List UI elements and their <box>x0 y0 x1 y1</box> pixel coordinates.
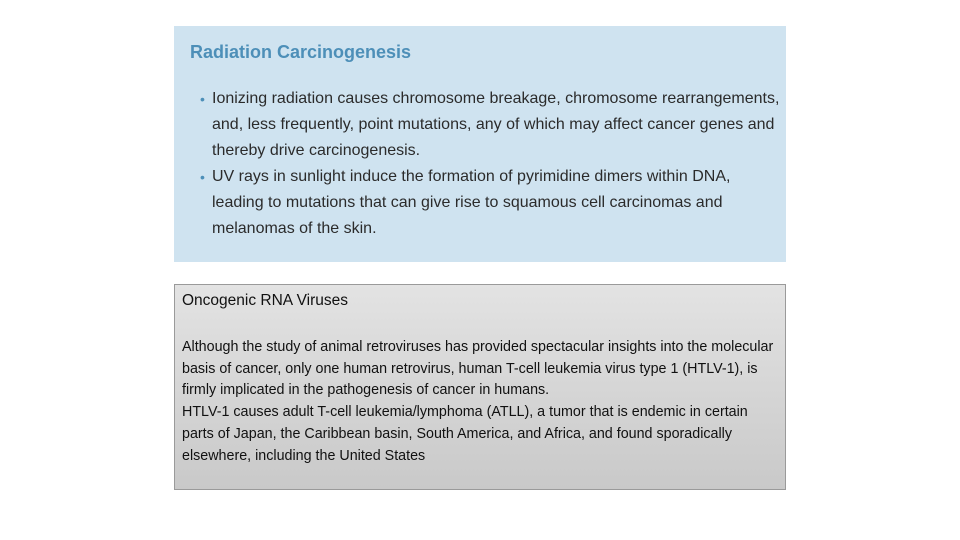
paragraph: Although the study of animal retroviruses has provided spectacular insights into the molecular basis of cancer, only one human retrovirus, human T-cell leukemia virus type 1 (HTLV-1), is firmly implicated in the pathogenesis of cancer in humans. <box>182 339 774 399</box>
bullet-list <box>200 86 782 242</box>
list-item <box>200 86 782 164</box>
radiation-carcinogenesis-panel <box>174 26 786 262</box>
bullet-icon: • <box>200 91 205 107</box>
panel-body <box>182 337 782 467</box>
list-item <box>200 164 782 242</box>
panel-title: Radiation Carcinogenesis <box>190 42 412 62</box>
panel-heading: Oncogenic RNA Viruses <box>182 292 348 309</box>
bullet-icon: • <box>200 169 205 185</box>
paragraph: HTLV-1 causes adult T-cell leukemia/lymphoma (ATLL), a tumor that is endemic in certain parts of Japan, the Caribbean basin, South America, and Africa, and found sporadically elsewhere, including the United States <box>182 404 748 464</box>
bullet-text: UV rays in sunlight induce the formation of pyrimidine dimers within DNA, leading to mutations that can give rise to squamous cell carcinomas and melanomas of the skin. <box>212 168 731 237</box>
oncogenic-rna-viruses-panel <box>174 284 786 490</box>
bullet-text: Ionizing radiation causes chromosome breakage, chromosome rearrangements, and, less frequently, point mutations, any of which may affect cancer genes and thereby drive carcinogenesis. <box>212 90 780 159</box>
